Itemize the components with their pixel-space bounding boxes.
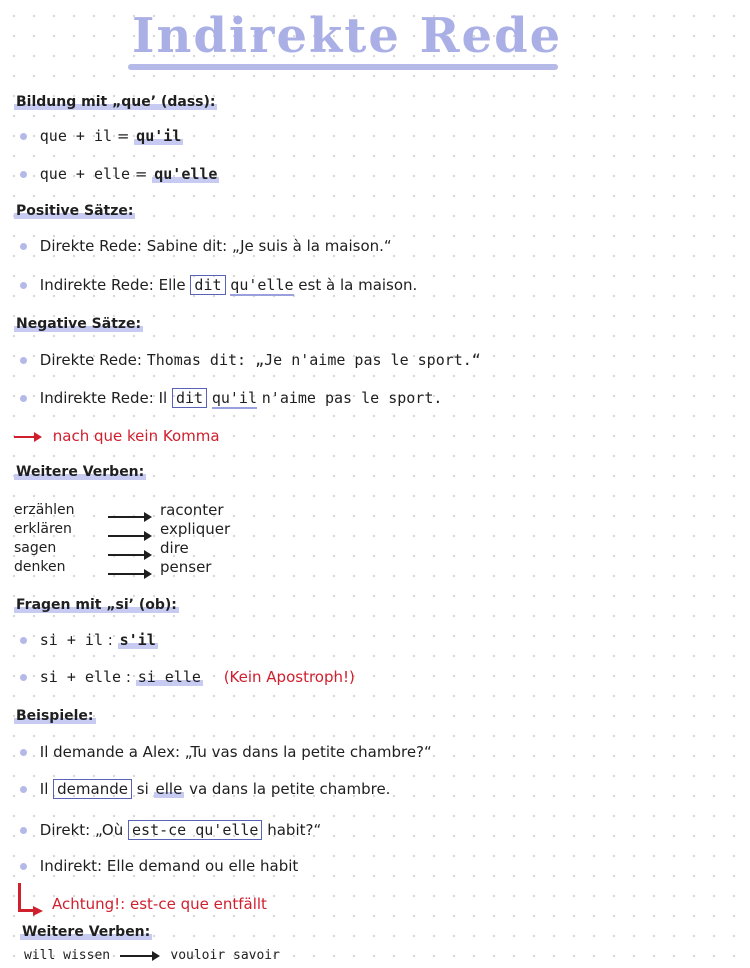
example-4-label: Indirekt: [39,857,103,875]
page-title: Indirekte Rede [132,8,563,64]
positive-direct [20,236,392,256]
verb-de-1: erklären [14,521,72,537]
example-3-label: Direkt: [39,821,91,839]
negative-direct-label: Direkte Rede: [39,351,142,369]
que-row-2-left: que + elle [39,165,131,183]
example-3-open: „Où [94,821,124,839]
positive-direct-text: Sabine dit: „Je suis à la maison.“ [146,237,392,255]
negative-direct [20,350,481,370]
arrow-right-icon [14,432,42,442]
title-underline [128,64,558,70]
positive-heading [14,201,135,221]
verbs-heading [14,462,146,482]
example-2 [20,779,390,799]
si-row-1-eq: : [107,631,113,649]
more-verbs-heading-text: Weitere Verben: [22,924,151,940]
example-1 [20,742,432,762]
bullet-icon [20,674,27,681]
positive-indirect-que: qu'elle [230,276,294,294]
examples-heading-text: Beispiele: [16,708,94,724]
arrow-right-icon [108,506,152,516]
example-1-text: Il demande a Alex: „Tu vas dans la petite chambre?“ [39,743,432,761]
que-row-1-right: qu'il [136,127,182,145]
negative-indirect-verb-box: dit [172,388,207,408]
more-verbs-left: will wissen [24,948,111,963]
verbs-heading-text: Weitere Verben: [16,464,145,480]
verb-fr-1: expliquer [160,520,231,538]
bullet-icon [20,395,27,402]
negative-indirect-que: qu'il [211,389,257,407]
negative-indirect-subject: Il [158,389,168,407]
example-2-subject: Il [39,780,49,798]
si-row-1 [20,630,158,650]
more-verbs-heading [20,922,152,942]
que-row-1-left: que + il [39,127,113,145]
positive-indirect-label: Indirekte Rede: [39,276,154,294]
attention-note: Achtung!: est-ce que entfällt [52,895,267,913]
bullet-icon [20,827,27,834]
si-row-2 [20,667,355,687]
que-heading-text: Bildung mit „que’ (dass): [16,94,216,110]
verb-de-0: erzählen [14,502,75,518]
bullet-icon [20,863,27,870]
bullet-icon [20,637,27,644]
negative-indirect [20,388,442,408]
negative-heading-text: Negative Sätze: [16,316,142,332]
example-3 [20,820,321,840]
example-4 [20,856,298,876]
more-verbs-right: vouloir savoir [170,948,280,963]
positive-direct-label: Direkte Rede: [39,237,142,255]
example-3-rest: habit?“ [267,821,322,839]
examples-heading [14,706,96,726]
negative-heading [14,314,143,334]
que-row-2-right: qu'elle [154,165,218,183]
more-verbs-row [24,946,280,966]
verb-de-3: denken [14,559,66,575]
que-row-1 [20,126,183,146]
bullet-icon [20,786,27,793]
verb-fr-3: penser [160,558,212,576]
arrow-right-icon [120,951,160,961]
corner-arrow-icon [18,883,33,912]
komma-note [14,426,220,446]
si-row-2-eq: : [125,668,131,686]
verb-de-2: sagen [14,540,57,556]
positive-heading-text: Positive Sätze: [16,203,134,219]
si-row-2-right: si elle [137,668,201,686]
arrow-right-icon [108,563,152,573]
negative-indirect-label: Indirekte Rede: [39,389,154,407]
si-row-2-note: (Kein Apostroph!) [223,668,355,686]
positive-indirect-rest: est à la maison. [298,276,418,294]
example-2-si: si [136,780,149,798]
bullet-icon [20,357,27,364]
negative-indirect-rest: n'aime pas le sport. [261,389,443,407]
bullet-icon [20,282,27,289]
positive-indirect [20,275,417,295]
example-2-elle: elle [155,780,183,798]
verb-fr-0: raconter [160,501,224,519]
que-row-2-eq: = [134,165,148,183]
positive-indirect-verb-box: dit [190,275,225,295]
verb-fr-2: dire [160,539,189,557]
example-4-text: Elle demand ou elle habit [106,857,299,875]
si-row-2-left: si + elle [39,668,122,686]
si-heading-text: Fragen mit „siʼ (ob): [16,597,177,613]
komma-note-text: nach que kein Komma [52,427,220,445]
positive-indirect-subject: Elle [158,276,186,294]
bullet-icon [20,243,27,250]
example-2-verb-box: demande [53,779,132,799]
si-heading [14,595,179,615]
si-row-1-left: si + il [39,631,103,649]
bullet-icon [20,171,27,178]
example-3-boxed: est-ce qu'elle [128,820,262,840]
arrow-right-icon [108,525,152,535]
bullet-icon [20,133,27,140]
si-row-1-right: s'il [119,631,156,649]
negative-direct-text: Thomas dit: „Je n'aime pas le sport.“ [146,351,481,369]
bullet-icon [20,749,27,756]
que-row-1-eq: = [116,127,130,145]
arrow-right-icon [108,544,152,554]
que-heading [14,92,217,112]
example-2-rest: va dans la petite chambre. [189,780,391,798]
que-row-2 [20,164,219,184]
